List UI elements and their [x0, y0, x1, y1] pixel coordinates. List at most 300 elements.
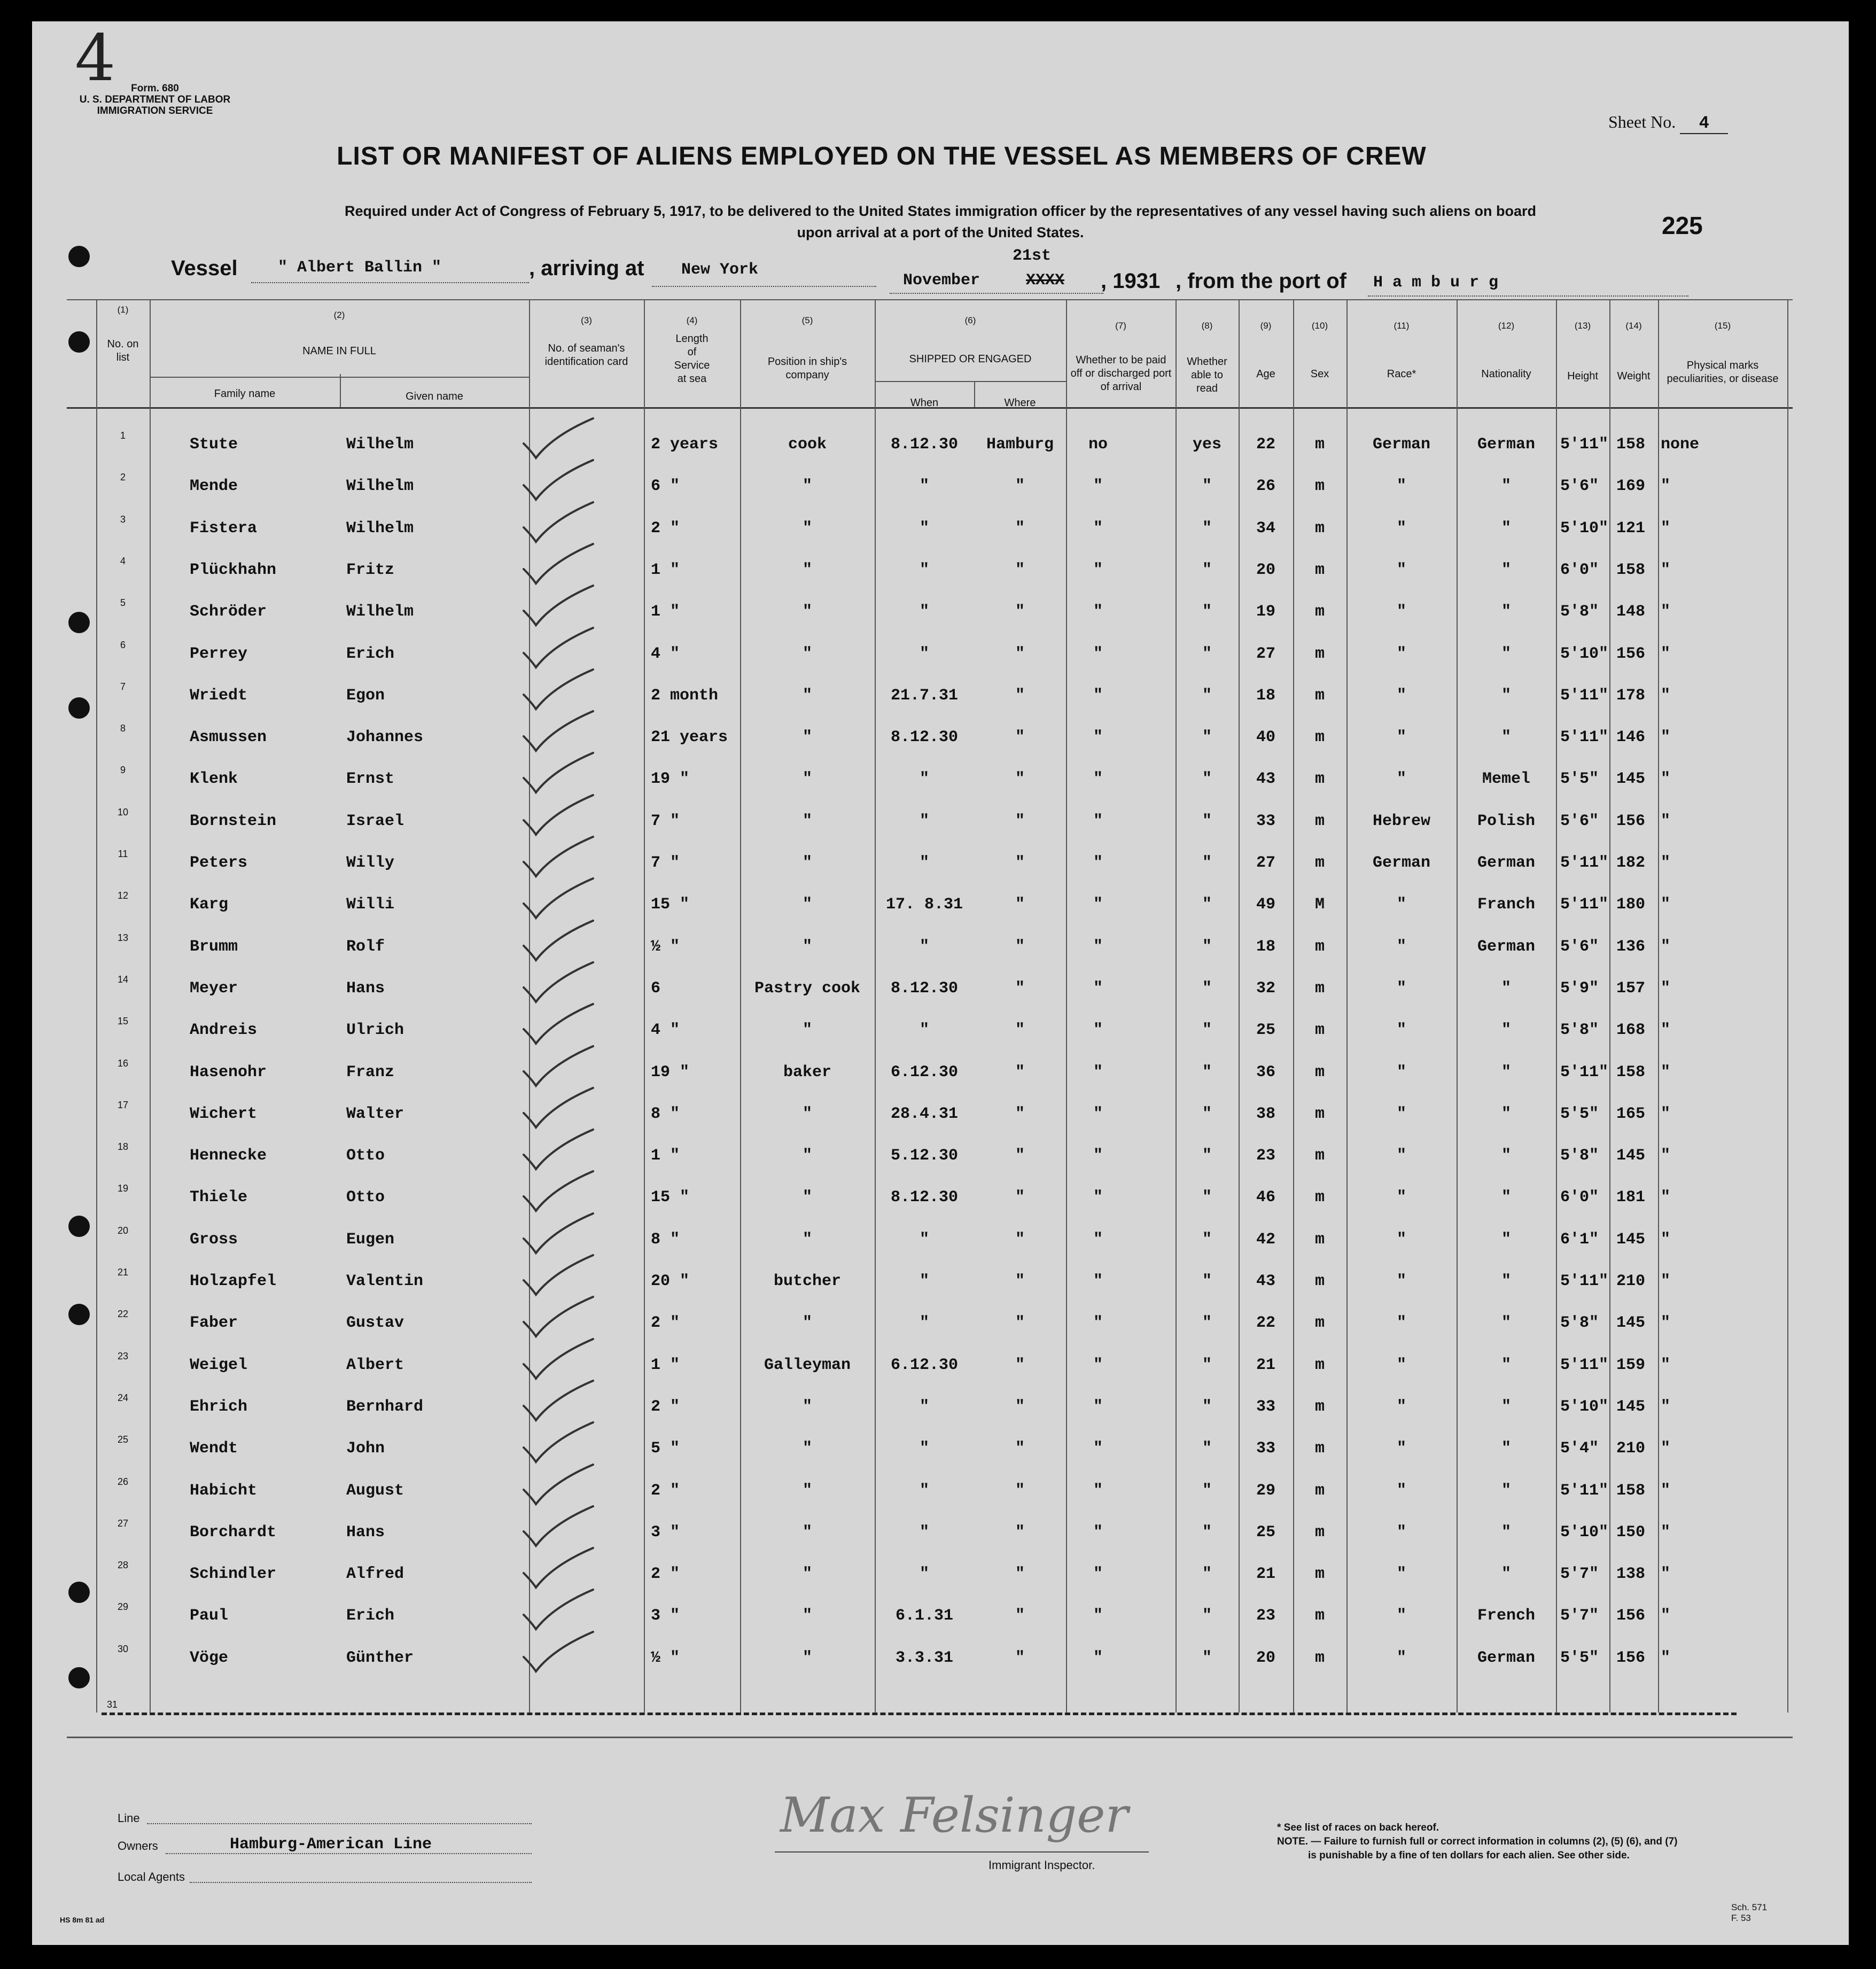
weight: 136 — [1616, 937, 1646, 956]
given-name: Albert — [346, 1356, 404, 1374]
height: 5'11" — [1560, 896, 1609, 914]
able-to-read: " — [1202, 1188, 1212, 1207]
able-to-read: " — [1202, 1104, 1212, 1123]
sex: m — [1314, 1481, 1325, 1500]
service-length: 2 years — [651, 435, 719, 454]
inspector-label: Immigrant Inspector. — [988, 1858, 1095, 1872]
shipped-when: " — [919, 644, 929, 663]
race: " — [1396, 1565, 1406, 1584]
row-number: 1 — [120, 430, 126, 441]
nationality: " — [1501, 1272, 1511, 1290]
department-name: U. S. DEPARTMENT OF LABOR — [79, 94, 231, 105]
id-card-checkmark — [521, 791, 596, 839]
paid-off: " — [1093, 1063, 1103, 1081]
service-name: IMMIGRATION SERVICE — [97, 105, 213, 116]
notes — [1277, 1821, 1758, 1863]
shipped-when: 17. 8.31 — [885, 896, 963, 914]
weight: 158 — [1616, 1063, 1646, 1081]
id-card-checkmark — [521, 1000, 596, 1048]
weight: 150 — [1616, 1523, 1646, 1542]
given-name: Erich — [346, 644, 395, 663]
service-length: 19 " — [651, 770, 690, 789]
race: " — [1396, 519, 1406, 538]
able-to-read: yes — [1192, 435, 1221, 454]
service-length: 2 month — [651, 686, 719, 705]
sex: m — [1314, 1230, 1325, 1249]
age: 32 — [1256, 979, 1275, 998]
nationality: " — [1501, 1439, 1511, 1458]
shipped-when: 6.1.31 — [895, 1607, 954, 1625]
able-to-read: " — [1202, 519, 1212, 538]
shipped-when: 21.7.31 — [890, 686, 959, 705]
table-top-border — [67, 299, 1793, 300]
vessel-name: " Albert Ballin " — [278, 259, 442, 277]
race: " — [1396, 1481, 1406, 1500]
height: 5'6" — [1560, 477, 1599, 496]
given-name: Ulrich — [346, 1021, 404, 1040]
paid-off: " — [1093, 1104, 1103, 1123]
paid-off: " — [1093, 519, 1103, 538]
sex: m — [1314, 1648, 1325, 1667]
sex: m — [1314, 1397, 1325, 1416]
physical-marks: " — [1661, 1314, 1671, 1333]
age: 20 — [1256, 1648, 1275, 1667]
race: " — [1396, 896, 1406, 914]
height: 5'8" — [1560, 1314, 1599, 1333]
shipped-when: 8.12.30 — [890, 1188, 959, 1207]
nationality: " — [1501, 603, 1511, 621]
family-name: Paul — [190, 1607, 229, 1625]
paid-off: " — [1093, 1147, 1103, 1165]
shipped-when: " — [919, 1523, 929, 1542]
height: 5'7" — [1560, 1607, 1599, 1625]
sex: m — [1314, 435, 1325, 454]
sex: m — [1314, 519, 1325, 538]
arriving-label: , arriving at — [529, 256, 644, 280]
shipped-when: 28.4.31 — [890, 1104, 959, 1123]
shipped-when: 8.12.30 — [890, 728, 959, 747]
physical-marks: none — [1661, 435, 1700, 454]
shipped-where: " — [1015, 1523, 1025, 1542]
ship-position: " — [802, 854, 812, 872]
paid-off: " — [1093, 1397, 1103, 1416]
row-number: 15 — [117, 1016, 129, 1027]
race: German — [1372, 854, 1431, 872]
height: 5'8" — [1560, 603, 1599, 621]
weight: 210 — [1616, 1439, 1646, 1458]
paid-off: " — [1093, 603, 1103, 621]
given-name: Otto — [346, 1147, 385, 1165]
able-to-read: " — [1202, 1565, 1212, 1584]
note-penalty-cont: is punishable by a fine of ten dollars for each alien. See other side. — [1308, 1850, 1630, 1861]
shipped-where: " — [1015, 1147, 1025, 1165]
shipped-where: " — [1015, 1481, 1025, 1500]
height: 6'0" — [1560, 561, 1599, 579]
col-num-1: (1) — [117, 305, 129, 315]
given-name: Franz — [346, 1063, 395, 1081]
paid-off: " — [1093, 770, 1103, 789]
shipped-where: " — [1015, 686, 1025, 705]
col-num-11: (11) — [1394, 321, 1410, 331]
service-length: 8 " — [651, 1104, 680, 1123]
shipped-where: " — [1015, 644, 1025, 663]
shipped-where: " — [1015, 1230, 1025, 1249]
service-length: 6 — [651, 979, 661, 998]
able-to-read: " — [1202, 979, 1212, 998]
shipped-when: " — [919, 854, 929, 872]
col-header-physical-marks: Physical marks peculiarities, or disease — [1667, 360, 1779, 385]
height: 5'8" — [1560, 1021, 1599, 1040]
row-number: 7 — [120, 681, 126, 692]
ship-position: baker — [783, 1063, 831, 1081]
age: 29 — [1256, 1481, 1275, 1500]
weight: 180 — [1616, 896, 1646, 914]
row-number: 19 — [117, 1183, 129, 1194]
family-name: Thiele — [190, 1188, 248, 1207]
physical-marks: " — [1661, 1230, 1671, 1249]
id-card-checkmark — [521, 540, 596, 588]
race: " — [1396, 603, 1406, 621]
row-number: 4 — [120, 555, 126, 566]
physical-marks: " — [1661, 937, 1671, 956]
id-card-checkmark — [521, 707, 596, 755]
physical-marks: " — [1661, 896, 1671, 914]
family-name: Wichert — [190, 1104, 258, 1123]
family-name: Meyer — [190, 979, 238, 998]
nationality: French — [1477, 1607, 1536, 1625]
able-to-read: " — [1202, 1021, 1212, 1040]
sex: m — [1314, 1147, 1325, 1165]
family-name: Bornstein — [190, 812, 277, 830]
row-number: 10 — [117, 806, 129, 818]
nationality: " — [1501, 979, 1511, 998]
service-length: 3 " — [651, 1523, 680, 1542]
shipped-where: " — [1015, 1607, 1025, 1625]
sex: m — [1314, 477, 1325, 496]
shipped-when: 6.12.30 — [890, 1356, 959, 1374]
row-number: 24 — [117, 1392, 129, 1403]
col-header-nationality: Nationality — [1481, 368, 1531, 380]
col-header-age: Age — [1256, 368, 1275, 380]
race: " — [1396, 937, 1406, 956]
row-number: 26 — [117, 1476, 129, 1487]
shipped-where: Hamburg — [986, 435, 1054, 454]
age: 38 — [1256, 1104, 1275, 1123]
height: 6'1" — [1560, 1230, 1599, 1249]
physical-marks: " — [1661, 1397, 1671, 1416]
ship-position: " — [802, 561, 812, 579]
shipped-where: " — [1015, 1063, 1025, 1081]
given-name: Wilhelm — [346, 435, 414, 454]
family-name: Asmussen — [190, 728, 267, 747]
row-number: 3 — [120, 513, 126, 525]
shipped-where: " — [1015, 1104, 1025, 1123]
physical-marks: " — [1661, 519, 1671, 538]
race: " — [1396, 1397, 1406, 1416]
id-card-checkmark — [521, 581, 596, 629]
height: 5'11" — [1560, 1356, 1609, 1374]
nationality: German — [1477, 1648, 1536, 1667]
sex: m — [1314, 1565, 1325, 1584]
page-subtitle — [256, 200, 1624, 243]
id-card-checkmark — [521, 832, 596, 881]
able-to-read: " — [1202, 770, 1212, 789]
sex: m — [1314, 770, 1325, 789]
given-name: Otto — [346, 1188, 385, 1207]
family-name: Peters — [190, 854, 248, 872]
sex: m — [1314, 1104, 1325, 1123]
age: 27 — [1256, 854, 1275, 872]
shipped-where: " — [1015, 561, 1025, 579]
sex: m — [1314, 1021, 1325, 1040]
given-name: Israel — [346, 812, 404, 830]
family-name: Weigel — [190, 1356, 248, 1374]
sex: m — [1314, 603, 1325, 621]
age: 36 — [1256, 1063, 1275, 1081]
service-length: ½ " — [651, 937, 680, 956]
given-name: Wilhelm — [346, 603, 414, 621]
paid-off: " — [1093, 728, 1103, 747]
sex: m — [1314, 1523, 1325, 1542]
punch-hole — [68, 1304, 90, 1325]
id-card-checkmark — [521, 1042, 596, 1090]
service-length: 20 " — [651, 1272, 690, 1290]
sheet-number — [1608, 112, 1728, 134]
nationality: German — [1477, 854, 1536, 872]
sex: m — [1314, 686, 1325, 705]
note-penalty: NOTE. — Failure to furnish full or correct information in columns (2), (5) (6), and (7) — [1277, 1836, 1678, 1847]
physical-marks: " — [1661, 854, 1671, 872]
race: " — [1396, 979, 1406, 998]
ship-position: " — [802, 812, 812, 830]
col-header-read: Whether able to read — [1187, 356, 1227, 394]
paid-off: " — [1093, 644, 1103, 663]
row-number: 28 — [117, 1560, 129, 1571]
punch-hole — [68, 246, 90, 267]
nationality: " — [1501, 519, 1511, 538]
age: 34 — [1256, 519, 1275, 538]
service-length: 1 " — [651, 561, 680, 579]
shipped-when: " — [919, 477, 929, 496]
given-name: Egon — [346, 686, 385, 705]
able-to-read: " — [1202, 644, 1212, 663]
paid-off: " — [1093, 1648, 1103, 1667]
id-card-checkmark — [521, 958, 596, 1006]
physical-marks: " — [1661, 686, 1671, 705]
sex: m — [1314, 561, 1325, 579]
family-name: Karg — [190, 896, 229, 914]
height: 5'11" — [1560, 728, 1609, 747]
nationality: " — [1501, 1021, 1511, 1040]
height: 5'11" — [1560, 686, 1609, 705]
nationality: Polish — [1477, 812, 1536, 830]
weight: 168 — [1616, 1021, 1646, 1040]
col-header-paid-off: Whether to be paid off or discharged port of arrival — [1070, 354, 1172, 393]
race: " — [1396, 477, 1406, 496]
arrival-month: November — [903, 271, 980, 290]
row-number: 14 — [117, 974, 129, 985]
service-length: 4 " — [651, 644, 680, 663]
height: 5'11" — [1560, 435, 1609, 454]
sex: m — [1314, 1314, 1325, 1333]
id-card-checkmark — [521, 749, 596, 797]
race: " — [1396, 1063, 1406, 1081]
ship-position: " — [802, 477, 812, 496]
shipped-where: " — [1015, 1314, 1025, 1333]
paid-off: " — [1093, 1565, 1103, 1584]
arriving-port: New York — [681, 261, 759, 279]
weight: 156 — [1616, 812, 1646, 830]
id-card-checkmark — [521, 1335, 596, 1383]
sex: m — [1314, 728, 1325, 747]
family-name: Andreis — [190, 1021, 258, 1040]
race: German — [1372, 435, 1431, 454]
shipped-where: " — [1015, 477, 1025, 496]
shipped-where: " — [1015, 519, 1025, 538]
paid-off: " — [1093, 1230, 1103, 1249]
sex: m — [1314, 979, 1325, 998]
id-card-checkmark — [521, 1209, 596, 1257]
ship-position: " — [802, 1523, 812, 1542]
col-num-10: (10) — [1311, 321, 1328, 331]
handwritten-corner-mark: 4 — [75, 21, 116, 96]
owners-label: Owners — [118, 1839, 158, 1853]
sex: m — [1314, 1188, 1325, 1207]
service-length: 7 " — [651, 812, 680, 830]
from-port-label: , from the port of — [1176, 269, 1346, 293]
col-header-height: Height — [1567, 370, 1598, 382]
age: 22 — [1256, 1314, 1275, 1333]
service-length: 6 " — [651, 477, 680, 496]
race: Hebrew — [1372, 812, 1431, 830]
ship-position: " — [802, 1188, 812, 1207]
physical-marks: " — [1661, 1147, 1671, 1165]
subcol-family-name: Family name — [214, 388, 276, 400]
shipped-when: " — [919, 1397, 929, 1416]
col-num-13: (13) — [1574, 321, 1591, 331]
id-card-checkmark — [521, 1544, 596, 1592]
service-length: 2 " — [651, 1481, 680, 1500]
shipped-when: 8.12.30 — [890, 979, 959, 998]
given-name: Alfred — [346, 1565, 404, 1584]
ship-position: " — [802, 1397, 812, 1416]
row-number: 13 — [117, 932, 129, 943]
shipped-where: " — [1015, 1439, 1025, 1458]
family-name: Klenk — [190, 770, 238, 789]
physical-marks: " — [1661, 1523, 1671, 1542]
nationality: German — [1477, 937, 1536, 956]
paid-off: " — [1093, 854, 1103, 872]
sex: m — [1314, 1439, 1325, 1458]
row-number: 21 — [117, 1267, 129, 1278]
service-length: 7 " — [651, 854, 680, 872]
height: 5'10" — [1560, 644, 1609, 663]
ship-position: " — [802, 1607, 812, 1625]
shipped-when: " — [919, 770, 929, 789]
sex: m — [1314, 812, 1325, 830]
id-card-checkmark — [521, 1585, 596, 1633]
weight: 156 — [1616, 644, 1646, 663]
table-end-line — [102, 1713, 1737, 1715]
race: " — [1396, 644, 1406, 663]
family-name: Perrey — [190, 644, 248, 663]
ship-position: " — [802, 937, 812, 956]
physical-marks: " — [1661, 1063, 1671, 1081]
col-num-9: (9) — [1260, 321, 1272, 331]
nationality: " — [1501, 1481, 1511, 1500]
height: 5'10" — [1560, 519, 1609, 538]
ship-position: " — [802, 1314, 812, 1333]
id-card-checkmark — [521, 624, 596, 672]
able-to-read: " — [1202, 1607, 1212, 1625]
row-number: 23 — [117, 1350, 129, 1361]
height: 6'0" — [1560, 1188, 1599, 1207]
height: 5'6" — [1560, 937, 1599, 956]
paid-off: " — [1093, 686, 1103, 705]
sex: m — [1314, 1272, 1325, 1290]
height: 5'5" — [1560, 770, 1599, 789]
age: 43 — [1256, 1272, 1275, 1290]
age: 49 — [1256, 896, 1275, 914]
family-name: Wendt — [190, 1439, 238, 1458]
nationality: " — [1501, 1104, 1511, 1123]
col-header-shipped: SHIPPED OR ENGAGED — [909, 353, 1032, 365]
row-number: 29 — [117, 1601, 129, 1613]
row-number: 11 — [118, 849, 128, 859]
shipped-where: " — [1015, 1397, 1025, 1416]
family-name: Hennecke — [190, 1147, 267, 1165]
f-number: F. 53 — [1731, 1913, 1751, 1923]
id-card-checkmark — [521, 1125, 596, 1173]
subcol-given-name: Given name — [406, 391, 463, 402]
able-to-read: " — [1202, 1230, 1212, 1249]
id-card-checkmark — [521, 1628, 596, 1676]
physical-marks: " — [1661, 812, 1671, 830]
id-card-checkmark — [521, 874, 596, 922]
physical-marks: " — [1661, 1188, 1671, 1207]
family-name: Ehrich — [190, 1397, 248, 1416]
nationality: " — [1501, 728, 1511, 747]
id-card-checkmark — [521, 456, 596, 504]
age: 23 — [1256, 1147, 1275, 1165]
sex: m — [1314, 854, 1325, 872]
height: 5'10" — [1560, 1523, 1609, 1542]
row-number: 30 — [117, 1643, 129, 1654]
col-num-2: (2) — [333, 310, 345, 320]
ship-position: " — [802, 644, 812, 663]
paid-off: " — [1093, 477, 1103, 496]
physical-marks: " — [1661, 1481, 1671, 1500]
given-name: Hans — [346, 1523, 385, 1542]
family-name: Faber — [190, 1314, 238, 1333]
able-to-read: " — [1202, 477, 1212, 496]
height: 5'7" — [1560, 1565, 1599, 1584]
shipped-when: " — [919, 937, 929, 956]
shipped-when: " — [919, 1021, 929, 1040]
row-number: 20 — [117, 1225, 129, 1236]
id-card-checkmark — [521, 1376, 596, 1425]
ship-position: Galleyman — [764, 1356, 851, 1374]
punch-hole — [68, 697, 90, 719]
row-number-31: 31 — [107, 1699, 118, 1710]
shipped-when: " — [919, 812, 929, 830]
ship-position: " — [802, 1565, 812, 1584]
physical-marks: " — [1661, 561, 1671, 579]
physical-marks: " — [1661, 1021, 1671, 1040]
owners-value: Hamburg-American Line — [230, 1835, 432, 1854]
ship-position: " — [802, 1147, 812, 1165]
weight: 145 — [1616, 770, 1646, 789]
